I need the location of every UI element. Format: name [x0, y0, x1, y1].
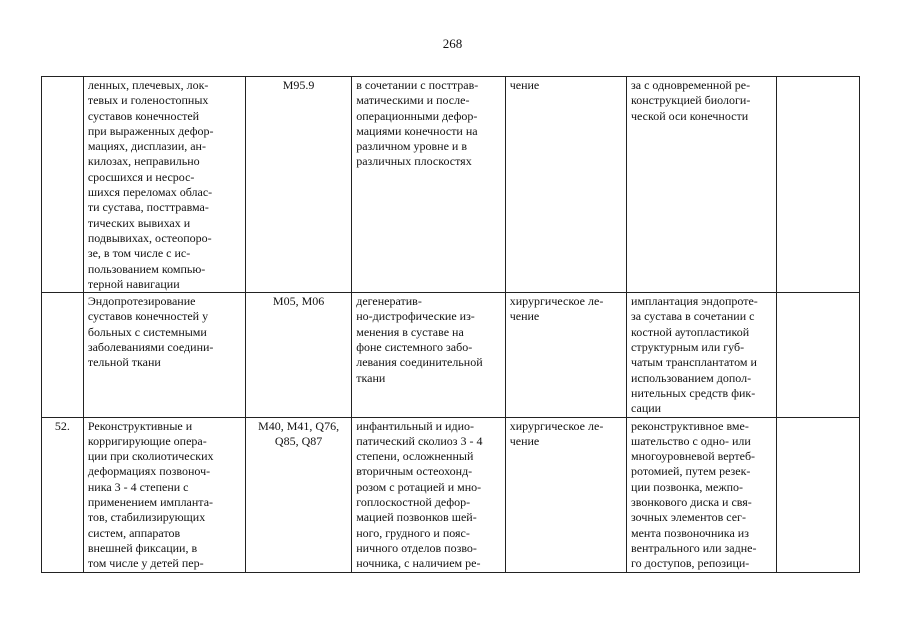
row-number-cell	[42, 293, 84, 417]
procedure-name-cell: Эндопротезирование суставов конечностей у больных с системными заболеваниями соедини- тельной ткани	[83, 293, 245, 417]
patient-model-cell: дегенератив- но-дистрофические из- менения в суставе на фоне системного забо- левания соединительной ткани	[352, 293, 506, 417]
patient-model-cell: в сочетании с посттрав- матическими и после- операционными дефор- мациями конечности на различном уровне и в различных плоскостях	[352, 77, 506, 293]
row-number-cell	[42, 77, 84, 293]
table-row	[42, 417, 860, 572]
icd-code-cell: M95.9	[245, 77, 351, 293]
treatment-method-cell: имплантация эндопроте- за сустава в сочетании с костной аутопластикой структурным или губ- чатым трансплантатом и использованием допол- нительных средств фик- сации	[627, 293, 777, 417]
procedure-name-cell: ленных, плечевых, лок- тевых и голеностопных суставов конечностей при выраженных дефор- мациях, дисплазии, ан- килозах, неправильно сросшихся и несрос- шихся переломах облас- ти сустава, посттравма- тических вывихах и подвывихах, остеопоро- зе, в том числе с ис- пользованием компью- терной навигации	[83, 77, 245, 293]
row-number-cell: 52.	[42, 417, 84, 572]
procedures-table	[41, 76, 860, 573]
empty-cell	[777, 293, 860, 417]
empty-cell	[777, 417, 860, 572]
treatment-type-cell: чение	[505, 77, 626, 293]
page-number: 268	[442, 36, 463, 51]
table-row	[42, 77, 860, 293]
empty-cell	[777, 77, 860, 293]
patient-model-cell: инфантильный и идио- патический сколиоз 3 - 4 степени, осложненный вторичным остеохонд- розом с ротацией и мно- гоплоскостной дефор- мацией позвонков шей- ного, грудного и пояс- ничного отделов позво- ночника, с наличием ре-	[352, 417, 506, 572]
treatment-type-cell: хирургическое ле- чение	[505, 293, 626, 417]
treatment-method-cell: за с одновременной ре- конструкцией биологи- ческой оси конечности	[627, 77, 777, 293]
procedure-name-cell: Реконструктивные и корригирующие опера- ции при сколиотических деформациях позвоноч- ника 3 - 4 степени с применением импланта- тов, стабилизирующих систем, аппаратов внешней фиксации, в том числе у детей пер-	[83, 417, 245, 572]
icd-code-cell: M05, M06	[245, 293, 351, 417]
table-row	[42, 293, 860, 417]
treatment-method-cell: реконструктивное вме- шательство с одно- или многоуровневой вертеб- ротомией, путем резек- ции позвонка, межпо- звонкового диска и свя- зочных элементов сег- мента позвоночника из вентрального или задне- го доступов, репозици-	[627, 417, 777, 572]
treatment-type-cell: хирургическое ле- чение	[505, 417, 626, 572]
icd-code-cell: M40, M41, Q76, Q85, Q87	[245, 417, 351, 572]
